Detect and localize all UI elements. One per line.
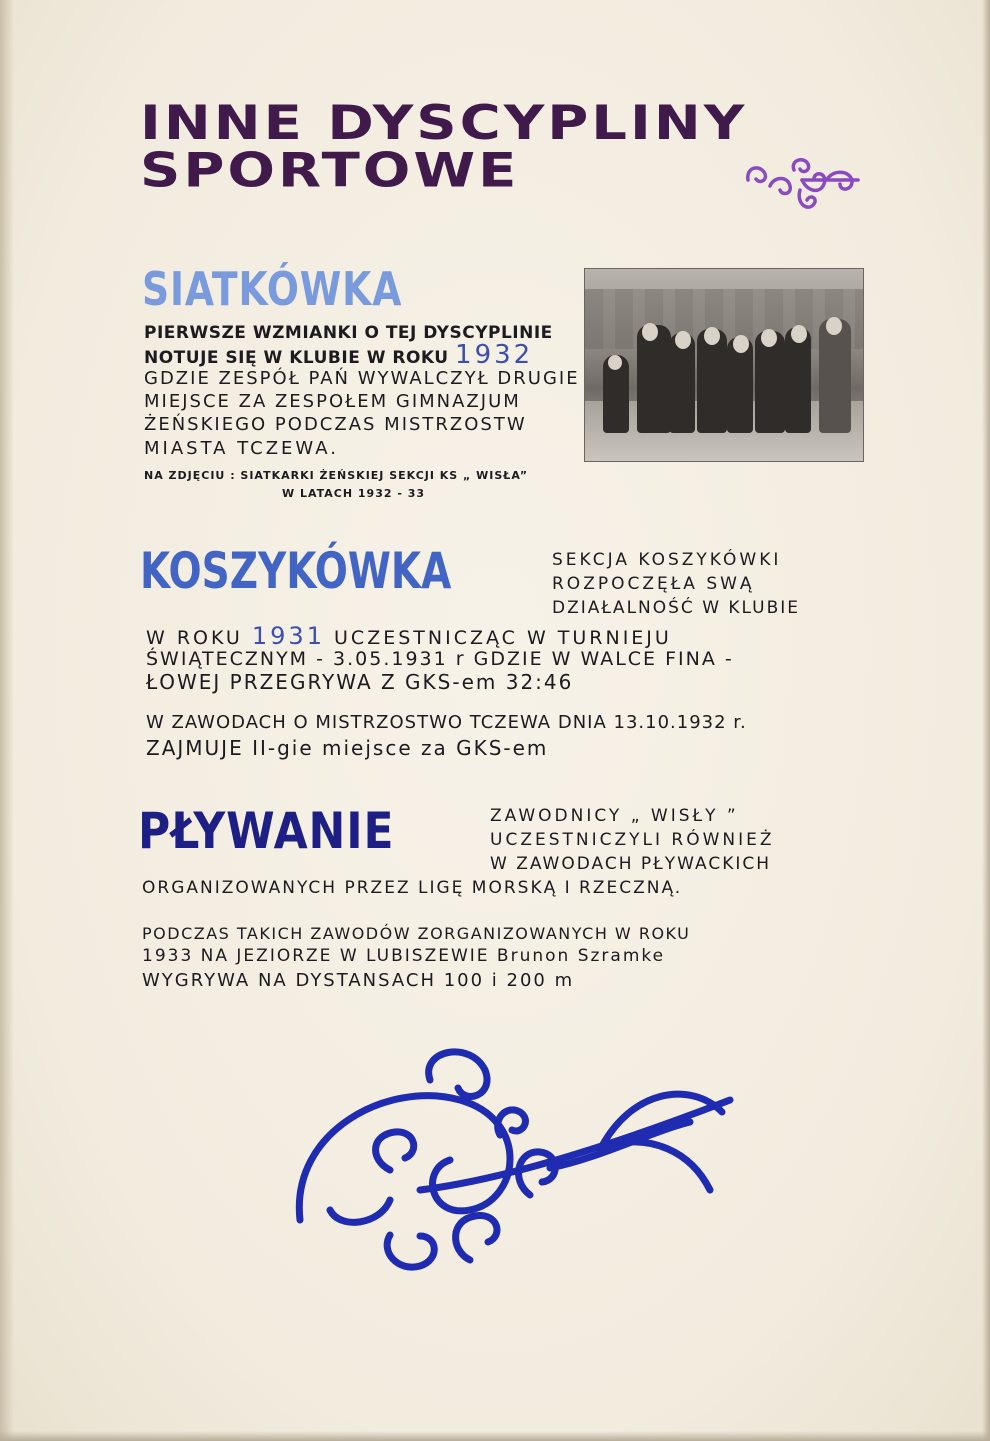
section-heading-koszykowka: KOSZYKÓWKA — [140, 542, 452, 600]
plywanie-line-3: WYGRYWA NA DYSTANSACH 100 i 200 m — [142, 970, 575, 991]
photo-face — [642, 323, 658, 341]
koszykowka-line-1-pre: W ROKU — [146, 627, 243, 649]
photo-face — [608, 355, 622, 370]
team-photo — [584, 268, 864, 462]
photo-face — [826, 317, 842, 335]
koszykowka-line-1-post: UCZESTNICZĄC W TURNIEJU — [334, 627, 672, 649]
siatkowka-text-line-2 — [144, 340, 534, 370]
plywanie-line-organized: ORGANIZOWANYCH PRZEZ LIGĘ MORSKĄ I RZECZNĄ. — [142, 878, 683, 898]
plywanie-intro-line-2: UCZESTNICZYLI RÓWNIEŻ — [490, 830, 775, 850]
page-edge-shadow — [0, 0, 14, 1441]
siatkowka-text-line-6: MIASTA TCZEWA. — [144, 438, 339, 459]
koszykowka-line-1 — [146, 622, 672, 650]
page-title-line-1: INNE DYSCYPLINY — [140, 95, 748, 151]
koszykowka-intro-line-3: DZIAŁALNOŚĆ W KLUBIE — [552, 598, 801, 618]
photo-face — [733, 335, 749, 353]
koszykowka-line-4: W ZAWODACH O MISTRZOSTWO TCZEWA DNIA 13.10.1932 r. — [146, 712, 747, 733]
page-edge-shadow-bottom — [0, 1431, 990, 1441]
page-edge-shadow-right — [982, 0, 990, 1441]
photo-face — [675, 331, 691, 349]
photo-face — [791, 325, 807, 343]
section-heading-siatkowka: SIATKÓWKA — [142, 262, 403, 316]
photo-caption-line-1: NA ZDJĘCIU : SIATKARKI ŻEŃSKIEJ SEKCJI KS „ WISŁA” — [144, 469, 529, 482]
plywanie-intro-line-1: ZAWODNICY „ WISŁY ” — [490, 806, 739, 826]
blue-swirl-ornament — [270, 1040, 750, 1290]
siatkowka-text-line-1: PIERWSZE WZMIANKI O TEJ DYSCYPLINIE — [144, 323, 553, 343]
section-heading-plywanie: PŁYWANIE — [138, 802, 395, 860]
siatkowka-text-line-5: ŻEŃSKIEGO PODCZAS MISTRZOSTW — [144, 414, 527, 435]
title-swirl-ornament — [742, 150, 860, 220]
siatkowka-year: 1932 — [455, 340, 534, 370]
plywanie-line-1: PODCZAS TAKICH ZAWODÓW ZORGANIZOWANYCH W ROKU — [142, 924, 691, 943]
siatkowka-text-line-3: GDZIE ZESPÓŁ PAŃ WYWALCZYŁ DRUGIE — [144, 368, 580, 389]
photo-figure — [819, 319, 851, 433]
photo-face — [761, 329, 777, 347]
siatkowka-text-line-4: MIEJSCE ZA ZESPOŁEM GIMNAZJUM — [144, 391, 521, 412]
koszykowka-year: 1931 — [251, 622, 325, 650]
koszykowka-intro-line-2: ROZPOCZĘŁA SWĄ — [552, 574, 755, 594]
koszykowka-line-3: ŁOWEJ PRZEGRYWA Z GKS-em 32:46 — [146, 670, 574, 694]
siatkowka-line-2-text: NOTUJE SIĘ W KLUBIE W ROKU — [144, 348, 449, 368]
page-title-line-2: SPORTOWE — [140, 143, 520, 199]
koszykowka-intro-line-1: SEKCJA KOSZYKÓWKI — [552, 550, 782, 570]
plywanie-line-2: 1933 NA JEZIORZE W LUBISZEWIE Brunon Szramke — [142, 946, 666, 966]
koszykowka-line-5: ZAJMUJE II-gie miejsce za GKS-em — [146, 736, 549, 760]
photo-caption-line-2: W LATACH 1932 - 33 — [282, 487, 426, 500]
photo-figure — [637, 325, 671, 433]
koszykowka-line-2: ŚWIĄTECZNYM - 3.05.1931 r GDZIE W WALCE FINA - — [146, 648, 734, 670]
plywanie-intro-line-3: W ZAWODACH PŁYWACKICH — [490, 854, 772, 874]
photo-face — [704, 327, 720, 345]
